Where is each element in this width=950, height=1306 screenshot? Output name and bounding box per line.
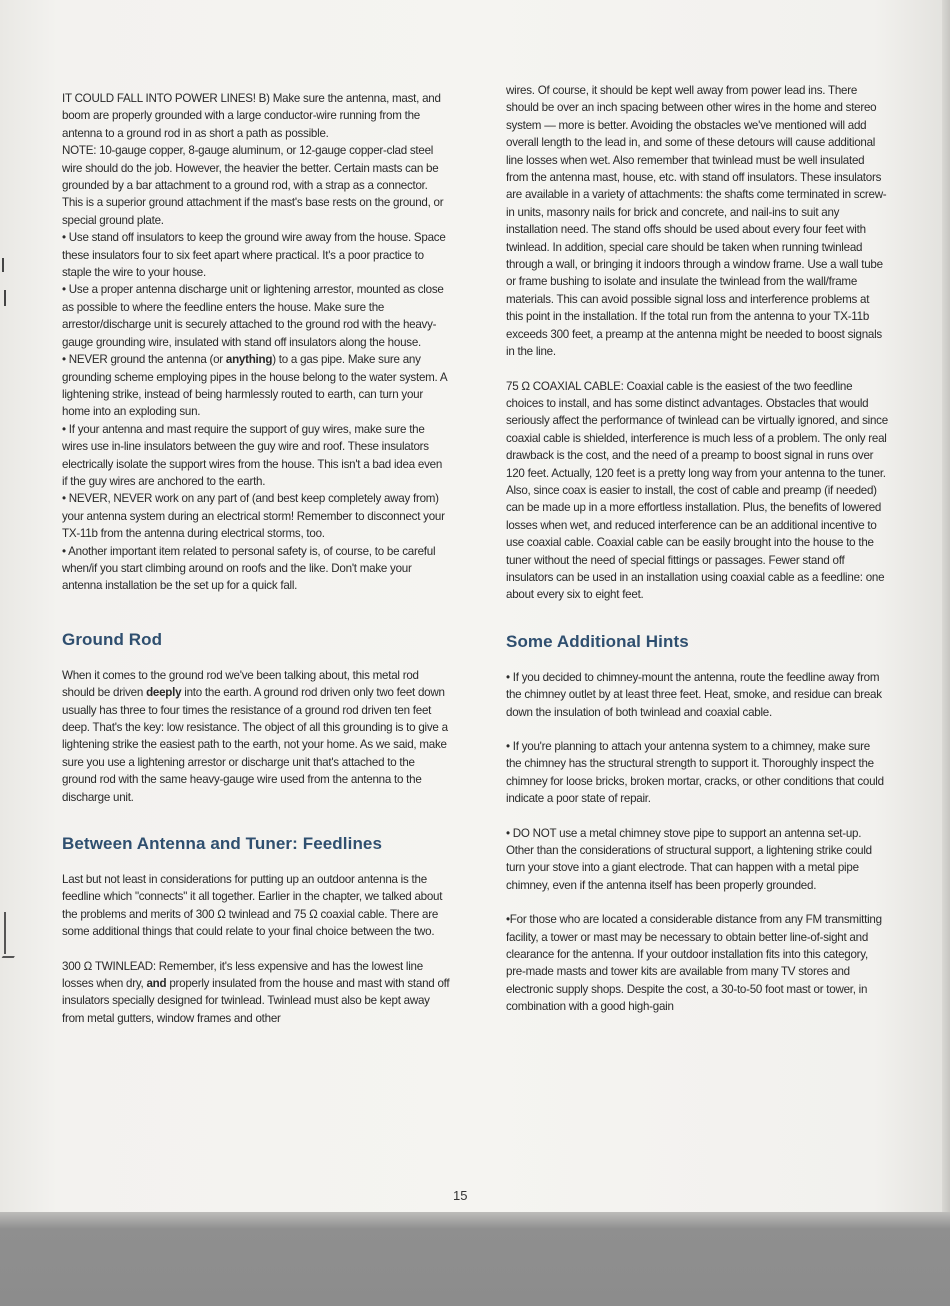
hint-chimney-strength: • If you're planning to attach your antenna system to a chimney, make sure the chimney has the structural strength to support it. Thoroughly inspect the chimney for loose bricks, broken mortar, cracks, or other conditions that could indicate a poor state of repair. <box>506 740 884 806</box>
bullet-gas-pipe <box>62 351 450 421</box>
emphasis: deeply <box>146 686 182 700</box>
heading-feedlines: Between Antenna and Tuner: Feedlines <box>62 834 383 854</box>
paragraph-twinlead-continued: wires. Of course, it should be kept well away from power lead ins. There should be over an inch spacing between other wires in the home and stereo system — more is better. Avoiding the obstacles we've mentioned will add overall length to the lead in, and some of these detours will cause additional line losses when wet. Also remember that twinlead must be well insulated from the antenna mast, house, etc. with stand off insulators. These insulators are available in a variety of attachments: the shafts come terminated in screw-in units, masonry nails for brick and concrete, and nail-ins to suit any installation need. The stand offs should be used about every four feet with twinlead. In addition, special care should be taken when running twinlead through a wall, or bringing it indoors through a window frame. Use a wall tube or frame bushing to isolate and insulate the twinlead from the wall/frame materials. This can avoid possible signal loss and interference problems at this point in the installation. If the total run from the antenna to your TX-11b exceeds 300 feet, a preamp at the antenna might be needed to boost signals in the line. <box>506 84 887 359</box>
right-column <box>506 82 888 1016</box>
page-number: 15 <box>453 1188 468 1203</box>
heading-additional-hints: Some Additional Hints <box>506 631 689 651</box>
paragraph-coaxial-cable: 75 Ω COAXIAL CABLE: Coaxial cable is the easiest of the two feedline choices to install, and has some distinct advantages. Obstacles that would seriously affect the performance of twinlead can be virtually ignored, and since coaxial cable is shielded, interference is much less of a problem. The only real drawback is the cost, and the need of a preamp to boost signal in runs over 120 feet. Actually, 120 feet is a pretty long way from your antenna to the tuner. Also, since coax is easier to install, the cost of cable and preamp (if needed) can be made up in a more effortless installation. Plus, the benefits of lowered losses when wet, and reduced interference can be an additional incentive to use coaxial cable. Coaxial cable can be easily brought into the house to the tuner without the need of special fittings or passages. Fewer stand off insulators can be used in an installation using coaxial cable as a feedline: one about every six to eight feet. <box>506 379 888 602</box>
left-column <box>62 90 450 1027</box>
hint-stove-pipe: • DO NOT use a metal chimney stove pipe to support an antenna set-up. Other than the considerations of structural support, a lightening strike could turn your stove into a giant electrode. That can happen with a metal pipe chimney, even if the antenna itself has been properly grounded. <box>506 826 872 892</box>
paragraph-feedlines: Last but not least in considerations for putting up an outdoor antenna is the feedline which "connects" it all together. Earlier in the chapter, we talked about the problems and merits of 300 Ω twinlead and 75 Ω coaxial cable. There are some additional things that could relate to your final choice between the two. <box>62 873 443 939</box>
bullet-standoff-insulators: • Use stand off insulators to keep the ground wire away from the house. Space these insulators four to six feet apart where practical. It's a poor practice to staple the wire to your house. <box>62 231 446 280</box>
text-run: • NEVER ground the antenna (or <box>62 353 226 367</box>
page-edge-shadow <box>942 0 950 1220</box>
text-run: 300 Ω TWINLEAD: Remember, it's less expensive and has the lowest line losses when dry, <box>62 959 423 991</box>
paragraph-twinlead <box>62 958 450 1028</box>
bullet-electrical-storm: • NEVER, NEVER work on any part of (and best keep completely away from) your antenna system during an electrical storm! Remember to disconnect your TX-11b from the antenna during electrical storms, too. <box>62 492 445 541</box>
heading-ground-rod: Ground Rod <box>62 629 163 649</box>
text-run: into the earth. A ground rod driven only two feet down usually has three to four times the resistance of a ground rod driven ten feet deep. That's the key: low resistance. The object of all this grounding is to give a lightening strike the easiest path to the earth, not your home. As we said, make sure you use a lightening arrestor or discharge unit that's attached to the ground rod with the same heavy-gauge wire used from the antenna to the discharge unit. <box>62 686 448 804</box>
text-run: properly insulated from the house and mast with stand off insulators specially designed for twinlead. Twinlead must also be kept away from metal gutters, window frames and other <box>62 977 450 1025</box>
emphasis: anything <box>225 353 273 367</box>
paragraph-note: NOTE: 10-gauge copper, 8-gauge aluminum, or 12-gauge copper-clad steel wire should do the job. However, the heavier the better. Certain masts can be grounded by a bar attachment to a ground rod, with a strap as a connector. This is a superior ground attachment if the mast's base rests on the ground, or special ground plate. <box>62 144 444 227</box>
hint-chimney-mount: • If you decided to chimney-mount the antenna, route the feedline away from the chimney outlet by at least three feet. Heat, smoke, and residue can break down the insulation of both twinlead and coaxial cable. <box>506 670 882 719</box>
paragraph: IT COULD FALL INTO POWER LINES! B) Make sure the antenna, mast, and boom are properly grounded with a large conductor-wire running from the antenna to a ground rod in as short a path as possible. <box>62 92 441 140</box>
text-run: When it comes to the ground rod we've been talking about, this metal rod should be driven <box>62 668 419 700</box>
paragraph-ground-rod <box>62 667 450 806</box>
scan-bottom-shadow <box>0 1212 950 1306</box>
scan-margin-mark <box>4 290 6 306</box>
scan-margin-mark <box>2 258 4 272</box>
emphasis: and <box>146 977 167 991</box>
bullet-discharge-unit: • Use a proper antenna discharge unit or lightening arrestor, mounted as close as possible to where the feedline enters the house. Make sure the arrestor/discharge unit is securely attached to the ground rod with the heavy-gauge grounding wire, insulated with stand off insulators along the house. <box>62 283 444 349</box>
hint-tower-mast: •For those who are located a considerable distance from any FM transmitting facility, a tower or mast may be necessary to obtain better line-of-sight and clearance for the antenna. If your outdoor installation fits into this category, pre-made masts and tower kits are available from many TV stores and electronic supply shops. Despite the cost, a 30-to-50 foot mast or tower, in combination with a good high-gain <box>506 913 882 1014</box>
scan-margin-mark <box>4 912 6 954</box>
bullet-guy-wires: • If your antenna and mast require the support of guy wires, make sure the wires use in-line insulators between the guy wire and roof. These insulators electrically isolate the support wires from the house. This isn't a bad idea even if the guy wires are anchored to the earth. <box>62 422 443 488</box>
text-run: ) to a gas pipe. Make sure any grounding scheme employing pipes in the house belong to the water system. A lightening strike, instead of being harmlessly routed to earth, can turn your home into an exploding sun. <box>62 353 447 419</box>
bullet-personal-safety: • Another important item related to personal safety is, of course, to be careful when/if you start climbing around on roofs and the like. Don't make your antenna installation be the set up for a quick fall. <box>62 544 436 593</box>
